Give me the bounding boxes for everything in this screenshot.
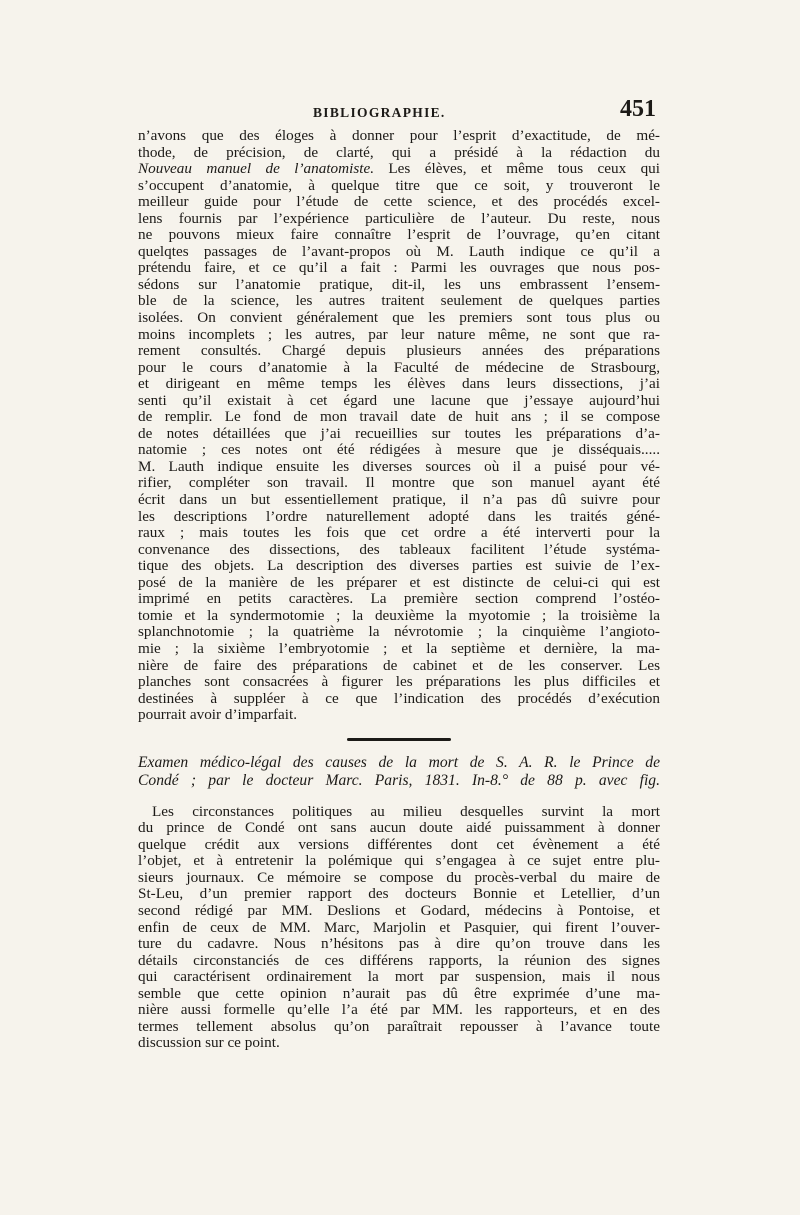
text-line: lens fournis par l’expérience particulière de l’auteur. Du reste, nous (138, 209, 660, 227)
text-line: meilleur guide pour l’étude de cette science, et des procédés excel- (138, 193, 660, 211)
text-line: moins incomplets ; les autres, par leur nature même, ne sont que ra- (138, 325, 660, 343)
running-title: BIBLIOGRAPHIE. (313, 105, 446, 120)
text-line: les descriptions l’ordre naturellement adopté dans les traités géné- (138, 507, 660, 525)
text-line: pour le cours d’anatomie à la Faculté de médecine de Strasbourg, (138, 358, 660, 376)
text-line: s’occupent d’anatomie, à quelque titre que ce soit, y trouveront le (138, 176, 660, 194)
text-line: St-Leu, d’un premier rapport des docteurs Bonnie et Letellier, d’un (138, 885, 660, 903)
text-line: quelque crédit aux versions différentes dont cet évènement a été (138, 835, 660, 853)
text-line: et dirigeant en même temps les élèves dans leurs dissections, j’ai (138, 375, 660, 393)
text-line: posé de la manière de les préparer et est distincte de celui-ci qui est (138, 573, 660, 591)
text-line: splanchnotomie ; la quatrième la névrotomie ; la cinquième l’angioto- (138, 623, 660, 641)
text-line: rifier, compléter son travail. Il montre que son manuel ayant été (138, 474, 660, 492)
review-heading (138, 754, 660, 791)
text-line: isolées. On convient généralement que les premiers sont tous plus ou (138, 309, 660, 327)
review-heading-line: Examen médico-légal des causes de la mort de S. A. R. le Prince de (138, 753, 660, 771)
text-line: planches sont consacrées à figurer les préparations les plus difficiles et (138, 673, 660, 691)
text-line: senti qu’il existait à cet égard une lacune que j’essaye aujourd’hui (138, 391, 660, 409)
text-line: ble de la science, les autres traitent seulement de quelques parties (138, 292, 660, 310)
text-line: M. Lauth indique ensuite les diverses sources où il a puisé pour vé- (138, 457, 660, 475)
text-line: du prince de Condé ont sans aucun doute aidé puissamment à donner (138, 819, 660, 837)
text-line: ture du cadavre. Nous n’hésitons pas à dire qu’on trouve dans les (138, 935, 660, 953)
paragraph-continued (138, 128, 660, 724)
text-line: mie ; la sixième l’embryotomie ; et la septième et dernière, la ma- (138, 639, 660, 657)
page-number: 451 (620, 96, 656, 122)
text-line: convenance des dissections, des tableaux facilitent l’étude systéma- (138, 540, 660, 558)
text-line: écrit dans un but essentiellement pratique, il n’a pas dû suivre pour (138, 491, 660, 509)
text-line: raux ; mais toutes les fois que cet ordre a été interverti pour la (138, 524, 660, 542)
review-paragraph (138, 804, 660, 1052)
text-line: de notes détaillées que j’ai recueillies sur toutes les préparations d’a- (138, 424, 660, 442)
text-line: tique des objets. La description des diverses parties est suivie de l’ex- (138, 557, 660, 575)
text-line: tomie et la syndermotomie ; la deuxième la myotomie ; la troisième la (138, 606, 660, 624)
text-line: second rédigé par MM. Deslions et Godard, médecins à Pontoise, et (138, 901, 660, 919)
text-line: nière aussi formelle qu’elle l’a été par MM. les rapporteurs, et en des (138, 1001, 660, 1019)
review-heading-line: Condé ; par le docteur Marc. Paris, 1831. In-8.° de 88 p. avec fig. (138, 772, 660, 790)
running-head (138, 98, 660, 128)
text-line-with-title (138, 161, 660, 178)
text-line: nière de faire des préparations de cabinet et de les conserver. Les (138, 656, 660, 674)
text-line: pourrait avoir d’imparfait. (138, 706, 297, 724)
text-line: de remplir. Le fond de mon travail date de huit ans ; il se compose (138, 408, 660, 426)
text-line: rement consultés. Chargé depuis plusieurs années des préparations (138, 342, 660, 360)
text-line: destinées à suppléer à ce que l’indication des procédés d’exécution (138, 689, 660, 707)
text-line: l’objet, et à entretenir la polémique qui s’engagea à ce sujet entre plu- (138, 852, 660, 870)
text-line: imprimé en petits caractères. La première section comprend l’ostéo- (138, 590, 660, 608)
text-line: natomie ; ces notes ont été rédigées à mesure que je disséquais..... (138, 441, 660, 459)
text-line: qui caractérisent ordinairement la mort par suspension, mais il nous (138, 968, 660, 986)
book-page (138, 98, 660, 1052)
text-line: détails circonstanciés de ces différens rapports, la réunion des signes (138, 951, 660, 969)
text-line: sédons sur l’anatomie pratique, dit-il, les uns embrassent l’ensem- (138, 275, 660, 293)
text-line: enfin de ceux de MM. Marc, Marjolin et Pasquier, qui firent l’ouver- (138, 918, 660, 936)
text-line: termes tellement absolus qu’on paraîtrait repousser à l’avance toute (138, 1017, 660, 1035)
text-line: quelqtes passages de l’avant-propos où M. Lauth indique ce qu’il a (138, 242, 660, 260)
text-line: discussion sur ce point. (138, 1034, 280, 1052)
text-line: semble que cette opinion n’aurait pas dû être exprimée d’une ma- (138, 984, 660, 1002)
text-fragment: Les élèves, et même tous ceux qui (374, 160, 661, 178)
text-line: Les circonstances politiques au milieu desquelles survint la mort (152, 802, 660, 820)
book-title: Nouveau manuel de l’anatomiste. (138, 160, 374, 178)
text-line: prétendu faire, et ce qu’il a fait : Parmi les ouvrages que nous pos- (138, 259, 660, 277)
text-line: sieurs journaux. Ce mémoire se compose du procès-verbal du maire de (138, 868, 660, 886)
section-divider-rule (347, 738, 451, 741)
text-line: n’avons que des éloges à donner pour l’esprit d’exactitude, de mé- (138, 127, 660, 144)
text-line: ne pouvons mieux faire connaître l’esprit de l’ouvrage, qu’en citant (138, 226, 660, 244)
text-line: thode, de précision, de clarté, qui a présidé à la rédaction du (138, 143, 660, 161)
